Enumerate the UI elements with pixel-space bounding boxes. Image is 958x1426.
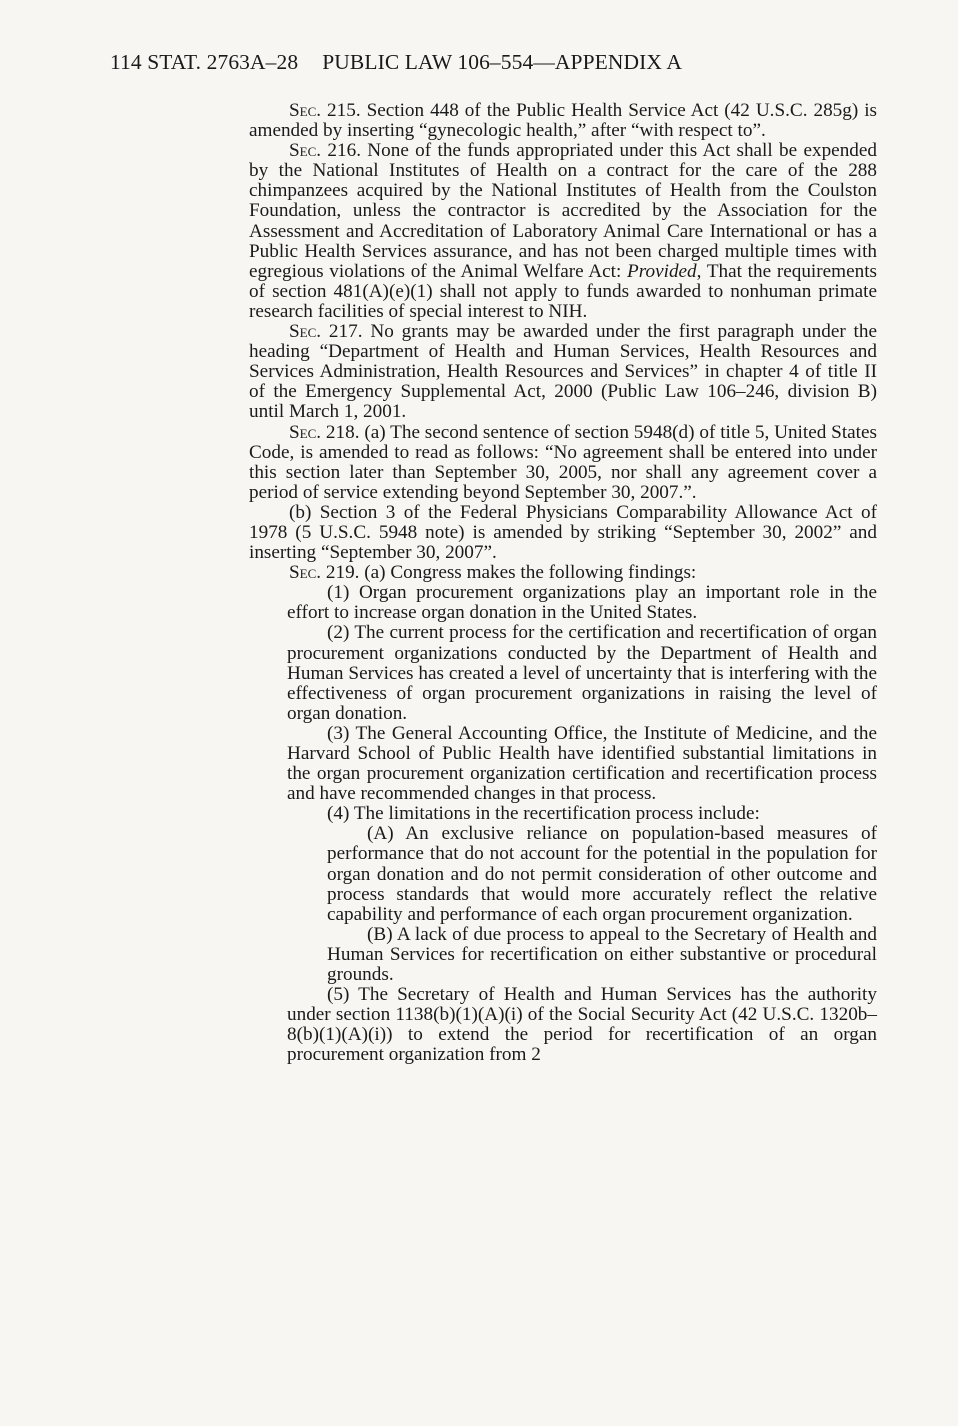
finding-4: (4) The limitations in the recertification process include: xyxy=(327,803,760,825)
finding-3: (3) The General Accounting Office, the Institute of Medicine, and the Harvard School of Public Health have identified substantial limitations in the organ procurement organization certification and recertification process and have recommended changes in that process. xyxy=(287,722,877,805)
sec-label: Sec xyxy=(289,140,317,162)
section-216: Sec. 216. None of the funds appropriated under this Act shall be expended by the National Institutes of Health on a contract for the care of the 288 chimpanzees acquired by the National Institutes of Health from the Coulston Foundation, unless the contractor is accredited by the Association for the Assessment and Accreditation of Laboratory Animal Care International or has a Public Health Services assurance, and has not been charged multiple times with egregious violations of the Animal Welfare Act: Provided, That the requirements of section 481(A)(e)(1) shall not apply to funds awarded to nonhuman primate research facilities of special interest to NIH. xyxy=(249,140,877,322)
sec-label: Sec xyxy=(289,421,317,443)
page-header xyxy=(110,50,682,75)
section-215: Sec. 215. Section 448 of the Public Health Service Act (42 U.S.C. 285g) is amended by inserting “gynecologic health,” after “with respect to”. xyxy=(249,100,877,142)
finding-2: (2) The current process for the certification and recertification of organ procurement organizations conducted by the Department of Health and Human Services has created a level of uncertainty that is interfering with the effectiveness of organ procurement organizations in raising the level of organ donation. xyxy=(287,622,877,724)
statute-citation: 114 STAT. 2763A–28 xyxy=(110,50,299,74)
law-title: PUBLIC LAW 106–554—APPENDIX A xyxy=(322,50,682,74)
section-219-a: Sec. 219. (a) Congress makes the following findings: xyxy=(289,562,697,584)
sec-label: Sec xyxy=(289,321,317,343)
finding-5: (5) The Secretary of Health and Human Services has the authority under section 1138(b)(1)(A)(i) of the Social Security Act (42 U.S.C. 1320b–8(b)(1)(A)(i)) to extend the period for recertification of an organ procurement organization from 2 xyxy=(287,984,877,1066)
section-218-b: (b) Section 3 of the Federal Physicians Comparability Allowance Act of 1978 (5 U.S.C. 5948 note) is amended by striking “September 30, 2002” and inserting “September 30, 2007”. xyxy=(249,501,877,564)
section-217: Sec. 217. No grants may be awarded under the first paragraph under the heading “Department of Health and Human Services, Health Resources and Services Administration, Health Resources and Services” in chapter 4 of title II of the Emergency Supplemental Act, 2000 (Public Law 106–246, division B) until March 1, 2001. xyxy=(249,321,877,423)
body-text xyxy=(249,101,877,1066)
sec-label: Sec xyxy=(289,100,317,121)
finding-1: (1) Organ procurement organizations play an important role in the effort to increase organ donation in the United States. xyxy=(287,582,877,624)
section-218-a: Sec. 218. (a) The second sentence of section 5948(d) of title 5, United States Code, is amended to read as follows: “No agreement shall be entered into under this section later than September 30, 2005, nor shall any agreement cover a period of service extending beyond September 30, 2007.”. xyxy=(249,421,877,503)
finding-4-b: (B) A lack of due process to appeal to the Secretary of Health and Human Services for recertification on either substantive or procedural grounds. xyxy=(327,923,877,986)
proviso-italic: Provided xyxy=(627,260,697,282)
finding-4-a: (A) An exclusive reliance on population-based measures of performance that do not account for the potential in the population for organ donation and do not permit consideration of other outcome and process standards that would more accurately reflect the relative capability and performance of each organ procurement organization. xyxy=(327,823,877,925)
sec-label: Sec xyxy=(289,562,317,584)
